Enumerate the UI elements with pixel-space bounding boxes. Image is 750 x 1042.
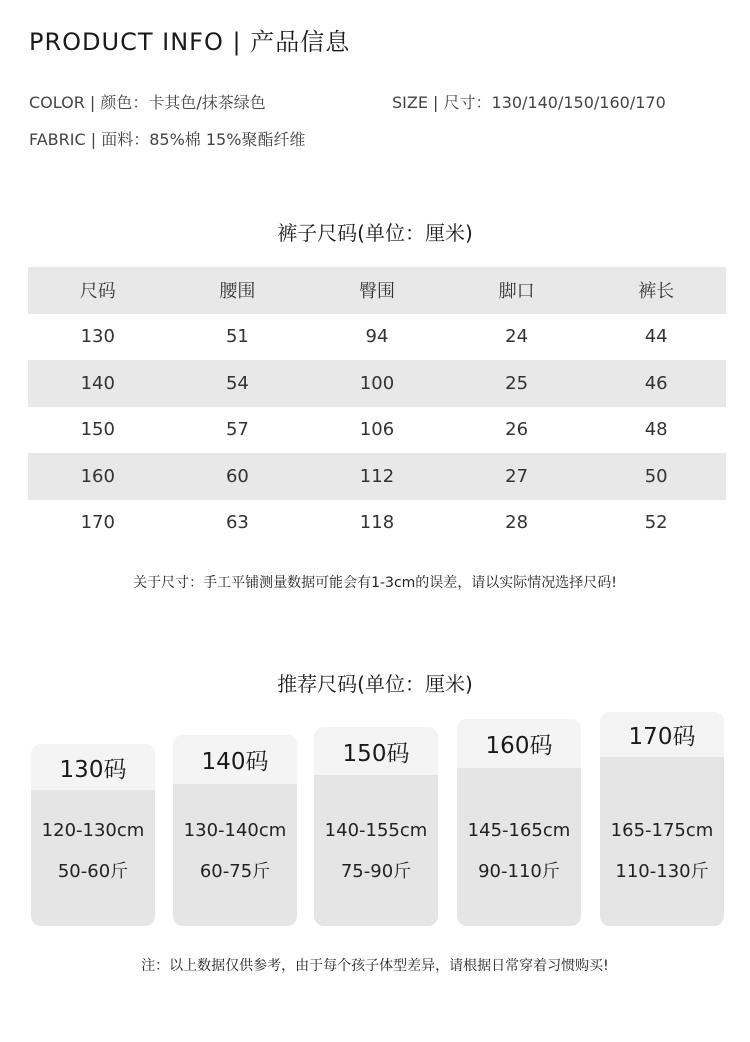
table-cell: 52 — [644, 512, 668, 534]
table-cell: 118 — [359, 512, 395, 534]
pants-size-title: 裤子尺码(单位：厘米) — [277, 221, 473, 245]
table-cell: 46 — [644, 372, 668, 394]
size-info: SIZE | 尺寸：130/140/150/160/170 — [392, 93, 666, 112]
table-cell: 26 — [505, 419, 529, 441]
column-header: 臀围 — [358, 281, 395, 303]
table-cell: 44 — [644, 326, 668, 348]
table-cell: 50 — [644, 465, 668, 487]
size-card-label: 150码 — [314, 727, 438, 775]
table-cell: 25 — [505, 372, 529, 394]
pants-size-table — [28, 267, 726, 546]
table-cell: 100 — [359, 372, 395, 394]
table-cell: 130 — [80, 326, 115, 348]
size-card-height: 165-175cm — [610, 820, 714, 841]
page-title: PRODUCT INFO | 产品信息 — [29, 28, 351, 56]
size-card-weight: 110-130斤 — [615, 861, 709, 882]
table-cell: 57 — [225, 419, 249, 441]
size-card-height: 145-165cm — [467, 820, 571, 841]
table-cell: 60 — [225, 465, 249, 487]
table-cell: 63 — [225, 512, 249, 534]
table-cell: 51 — [225, 326, 249, 348]
size-card-160 — [457, 719, 581, 926]
size-card-weight: 75-90斤 — [340, 861, 412, 882]
column-header: 腰围 — [219, 281, 256, 303]
measurement-note: 关于尺寸：手工平铺测量数据可能会有1-3cm的误差，请以实际情况选择尺码! — [133, 575, 617, 591]
table-cell: 112 — [359, 465, 395, 487]
size-card-130 — [31, 744, 155, 926]
size-card-height: 130-140cm — [183, 820, 287, 841]
size-card-140 — [173, 735, 297, 926]
recommend-size-title: 推荐尺码(单位：厘米) — [277, 672, 473, 696]
table-row — [28, 314, 726, 361]
table-cell: 140 — [80, 372, 115, 394]
size-card-height: 140-155cm — [324, 820, 428, 841]
column-header: 脚口 — [498, 281, 535, 303]
column-header: 尺码 — [79, 281, 116, 303]
fabric-info: FABRIC | 面料：85%棉 15%聚酯纤维 — [29, 130, 306, 149]
size-card-label: 160码 — [457, 719, 581, 768]
size-card-weight: 60-75斤 — [199, 861, 271, 882]
size-card-weight: 90-110斤 — [478, 861, 560, 882]
table-header-row — [28, 267, 726, 314]
table-row — [28, 453, 726, 500]
table-cell: 160 — [80, 465, 115, 487]
table-row — [28, 407, 726, 454]
size-card-label: 140码 — [173, 735, 297, 784]
size-card-height: 120-130cm — [41, 820, 145, 841]
table-cell: 170 — [80, 512, 115, 534]
table-cell: 28 — [505, 512, 529, 534]
column-header: 裤长 — [638, 281, 675, 303]
size-card-label: 170码 — [600, 712, 724, 757]
table-cell: 27 — [505, 465, 529, 487]
table-cell: 54 — [225, 372, 249, 394]
table-cell: 94 — [365, 326, 389, 348]
table-cell: 24 — [505, 326, 529, 348]
table-cell: 150 — [80, 419, 115, 441]
size-card-weight: 50-60斤 — [57, 861, 129, 882]
size-card-150 — [314, 727, 438, 926]
table-cell: 48 — [644, 419, 668, 441]
size-card-170 — [600, 712, 724, 926]
table-row — [28, 360, 726, 407]
table-cell: 106 — [359, 419, 395, 441]
table-row — [28, 500, 726, 547]
color-info: COLOR | 颜色：卡其色/抹茶绿色 — [29, 93, 266, 112]
reference-note: 注：以上数据仅供参考，由于每个孩子体型差异，请根据日常穿着习惯购买! — [141, 958, 609, 974]
size-card-label: 130码 — [31, 744, 155, 790]
